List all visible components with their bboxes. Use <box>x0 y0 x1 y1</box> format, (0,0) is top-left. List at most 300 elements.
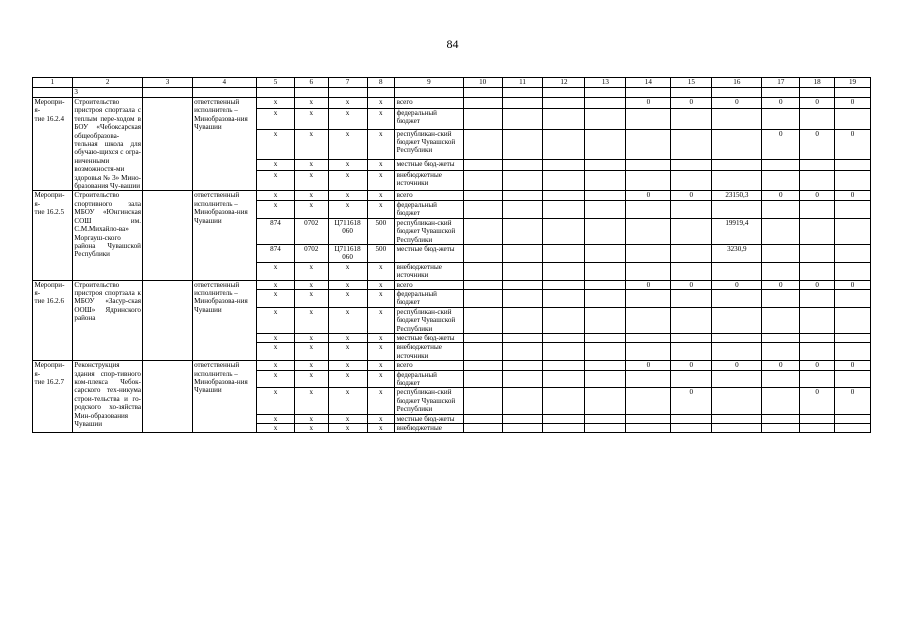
year-value <box>835 424 871 433</box>
year-value <box>835 262 871 280</box>
grbs-code: 874 <box>257 218 295 244</box>
year-value <box>626 159 671 170</box>
grbs-code: x <box>257 200 295 218</box>
grbs-code: x <box>257 98 295 109</box>
year-value <box>626 108 671 129</box>
target-article-code: x <box>328 200 367 218</box>
section-code: x <box>294 191 328 200</box>
section-code: x <box>294 170 328 191</box>
subheader-empty-cell <box>671 88 712 98</box>
column-number: 12 <box>543 78 585 88</box>
year-value <box>671 289 712 307</box>
year-value: 0 <box>762 280 800 289</box>
year-value-empty <box>585 388 626 414</box>
grbs-code: x <box>257 370 295 388</box>
executor: ответственный исполнитель – Минобразова-ния Чувашии <box>192 361 256 433</box>
year-value: 0 <box>835 191 871 200</box>
year-value-empty <box>585 307 626 333</box>
year-value <box>800 170 835 191</box>
column-number: 18 <box>800 78 835 88</box>
section-code: x <box>294 388 328 414</box>
measure-name: Меропри- я- тие 16.2.6 <box>33 280 73 361</box>
target-article-code: x <box>328 289 367 307</box>
year-value-empty <box>502 414 543 423</box>
year-value-empty <box>463 370 502 388</box>
year-value: 0 <box>835 129 871 159</box>
grbs-code: x <box>257 307 295 333</box>
program-funding-table <box>32 77 871 433</box>
target-article-code: x <box>328 191 367 200</box>
expense-type-code: x <box>367 200 395 218</box>
subheader-empty-cell <box>192 88 256 98</box>
year-value <box>800 218 835 244</box>
year-value: 0 <box>800 280 835 289</box>
section-code: x <box>294 289 328 307</box>
year-value <box>626 129 671 159</box>
year-value <box>712 333 762 342</box>
section-code: x <box>294 108 328 129</box>
year-value-empty <box>543 191 585 200</box>
year-value <box>671 414 712 423</box>
measure-title: Строительство пристроя спортзала к МБОУ «Засур-ская ООШ» Ядринского района <box>72 280 143 361</box>
expense-type-code: 500 <box>367 244 395 262</box>
year-value <box>712 262 762 280</box>
target-article-code: x <box>328 170 367 191</box>
subheader-empty-cell <box>543 88 585 98</box>
year-value <box>800 200 835 218</box>
year-value <box>800 262 835 280</box>
year-value: 0 <box>712 98 762 109</box>
grbs-code: x <box>257 129 295 159</box>
year-value <box>626 388 671 414</box>
section-code: x <box>294 307 328 333</box>
year-value-empty <box>543 361 585 370</box>
funding-source: всего <box>395 98 464 109</box>
grbs-code: x <box>257 191 295 200</box>
year-value <box>712 200 762 218</box>
year-value-empty <box>543 129 585 159</box>
column-number: 4 <box>192 78 256 88</box>
year-value-empty <box>502 191 543 200</box>
column-number: 3 <box>143 78 192 88</box>
measure-name: Меропри- я- тие 16.2.5 <box>33 191 73 280</box>
year-value-empty <box>502 170 543 191</box>
year-value <box>762 159 800 170</box>
column-number: 16 <box>712 78 762 88</box>
section-code: x <box>294 343 328 361</box>
year-value <box>712 289 762 307</box>
year-value-empty <box>543 218 585 244</box>
grbs-code: x <box>257 280 295 289</box>
year-value-empty <box>502 129 543 159</box>
year-value-empty <box>463 414 502 423</box>
column-number: 6 <box>294 78 328 88</box>
funding-source: республикан-ский бюджет Чувашской Республики <box>395 218 464 244</box>
year-value <box>762 343 800 361</box>
year-value <box>762 289 800 307</box>
year-value-empty <box>502 388 543 414</box>
year-value-empty <box>502 361 543 370</box>
year-value-empty <box>585 289 626 307</box>
year-value: 0 <box>671 280 712 289</box>
year-value <box>762 170 800 191</box>
grbs-code: x <box>257 388 295 414</box>
column-number: 8 <box>367 78 395 88</box>
grbs-code: x <box>257 361 295 370</box>
year-value-empty <box>502 333 543 342</box>
year-value <box>671 159 712 170</box>
year-value <box>835 108 871 129</box>
column-number: 17 <box>762 78 800 88</box>
year-value-empty <box>463 191 502 200</box>
year-value <box>835 170 871 191</box>
year-value: 0 <box>671 361 712 370</box>
expense-type-code: x <box>367 129 395 159</box>
year-value-empty <box>463 388 502 414</box>
year-value-empty <box>502 343 543 361</box>
funding-source: внебюджетные <box>395 424 464 433</box>
year-value <box>800 289 835 307</box>
year-value <box>626 200 671 218</box>
expense-type-code: x <box>367 98 395 109</box>
target-article-code: x <box>328 262 367 280</box>
subheader-row <box>33 88 871 98</box>
year-value <box>671 108 712 129</box>
year-value-empty <box>543 159 585 170</box>
grbs-code: x <box>257 262 295 280</box>
year-value: 0 <box>712 280 762 289</box>
year-value <box>835 289 871 307</box>
measure-title: Строительство спортивного зала МБОУ «Юнгинская СОШ им. С.М.Михайло-ва» Моргауш-ского района Чувашской Республики <box>72 191 143 280</box>
year-value-empty <box>502 218 543 244</box>
year-value: 0 <box>626 191 671 200</box>
year-value-empty <box>463 159 502 170</box>
column-3-cell <box>143 361 192 433</box>
year-value-empty <box>463 200 502 218</box>
expense-type-code: x <box>367 262 395 280</box>
year-value-empty <box>585 333 626 342</box>
expense-type-code: x <box>367 280 395 289</box>
year-value <box>762 370 800 388</box>
year-value-empty <box>463 129 502 159</box>
year-value <box>800 414 835 423</box>
year-value <box>671 129 712 159</box>
year-value-empty <box>585 280 626 289</box>
year-value <box>712 159 762 170</box>
year-value <box>835 343 871 361</box>
year-value-empty <box>463 218 502 244</box>
year-value: 0 <box>800 388 835 414</box>
year-value <box>626 307 671 333</box>
funding-source: внебюджетные источники <box>395 170 464 191</box>
year-value-empty <box>543 388 585 414</box>
year-value <box>762 218 800 244</box>
year-value <box>800 343 835 361</box>
column-3-cell <box>143 98 192 191</box>
expense-type-code: x <box>367 289 395 307</box>
funding-source: республикан-ский бюджет Чувашской Республики <box>395 388 464 414</box>
year-value-empty <box>543 170 585 191</box>
year-value: 0 <box>671 98 712 109</box>
year-value <box>762 414 800 423</box>
target-article-code: x <box>328 129 367 159</box>
year-value: 0 <box>626 280 671 289</box>
column-number-row <box>33 78 871 88</box>
column-number: 11 <box>502 78 543 88</box>
year-value-empty <box>585 414 626 423</box>
year-value: 0 <box>835 280 871 289</box>
year-value-empty <box>543 280 585 289</box>
year-value <box>762 388 800 414</box>
subheader-empty-cell <box>463 88 502 98</box>
year-value <box>762 262 800 280</box>
funding-source: федеральный бюджет <box>395 289 464 307</box>
column-3-cell <box>143 280 192 361</box>
section-code: x <box>294 333 328 342</box>
year-value: 23150,3 <box>712 191 762 200</box>
year-value <box>626 333 671 342</box>
year-value <box>671 307 712 333</box>
year-value-empty <box>463 170 502 191</box>
year-value <box>762 200 800 218</box>
year-value: 0 <box>626 98 671 109</box>
grbs-code: 874 <box>257 244 295 262</box>
year-value <box>626 218 671 244</box>
expense-type-code: x <box>367 388 395 414</box>
year-value: 0 <box>762 191 800 200</box>
year-value-empty <box>463 361 502 370</box>
target-article-code: x <box>328 280 367 289</box>
year-value <box>626 262 671 280</box>
year-value-empty <box>585 108 626 129</box>
funding-source: республикан-ский бюджет Чувашской Республики <box>395 129 464 159</box>
year-value: 0 <box>626 361 671 370</box>
year-value-empty <box>543 307 585 333</box>
year-value-empty <box>463 244 502 262</box>
target-article-code: x <box>328 343 367 361</box>
year-value <box>835 218 871 244</box>
grbs-code: x <box>257 414 295 423</box>
year-value: 0 <box>800 361 835 370</box>
year-value-empty <box>502 289 543 307</box>
year-value-empty <box>502 424 543 433</box>
target-article-code: x <box>328 424 367 433</box>
year-value <box>800 159 835 170</box>
subheader-empty-cell <box>800 88 835 98</box>
column-number: 19 <box>835 78 871 88</box>
year-value <box>671 244 712 262</box>
year-value <box>762 424 800 433</box>
year-value-empty <box>585 200 626 218</box>
column-number: 2 <box>72 78 143 88</box>
year-value <box>835 414 871 423</box>
year-value <box>762 307 800 333</box>
section-code: x <box>294 98 328 109</box>
funding-source: всего <box>395 280 464 289</box>
grbs-code: x <box>257 424 295 433</box>
year-value: 0 <box>762 129 800 159</box>
year-value <box>671 170 712 191</box>
year-value <box>835 333 871 342</box>
year-value-empty <box>543 200 585 218</box>
year-value-empty <box>463 343 502 361</box>
column-3-cell <box>143 191 192 280</box>
expense-type-code: 500 <box>367 218 395 244</box>
year-value-empty <box>543 108 585 129</box>
year-value <box>800 244 835 262</box>
year-value-empty <box>543 370 585 388</box>
year-value <box>835 200 871 218</box>
grbs-code: x <box>257 170 295 191</box>
page-number: 84 <box>446 37 459 51</box>
year-value-empty <box>543 289 585 307</box>
year-value-empty <box>585 129 626 159</box>
funding-source: местные бюд-жеты <box>395 159 464 170</box>
section-code: x <box>294 262 328 280</box>
year-value-empty <box>502 280 543 289</box>
year-value-empty <box>502 159 543 170</box>
expense-type-code: x <box>367 159 395 170</box>
target-article-code: x <box>328 361 367 370</box>
grbs-code: x <box>257 108 295 129</box>
year-value <box>800 370 835 388</box>
funding-source: внебюджетные источники <box>395 262 464 280</box>
target-article-code: x <box>328 108 367 129</box>
expense-type-code: x <box>367 370 395 388</box>
funding-source: всего <box>395 361 464 370</box>
year-value <box>671 343 712 361</box>
year-value-empty <box>585 262 626 280</box>
funding-source: всего <box>395 191 464 200</box>
year-value <box>800 424 835 433</box>
column-number: 1 <box>33 78 73 88</box>
subheader-empty-cell <box>257 88 295 98</box>
subheader-empty-cell <box>712 88 762 98</box>
year-value: 0 <box>835 361 871 370</box>
year-value: 0 <box>800 129 835 159</box>
funding-source: внебюджетные источники <box>395 343 464 361</box>
year-value-empty <box>463 108 502 129</box>
year-value <box>712 388 762 414</box>
column-number: 15 <box>671 78 712 88</box>
year-value: 0 <box>835 98 871 109</box>
target-article-code: x <box>328 414 367 423</box>
year-value <box>712 129 762 159</box>
year-value-empty <box>543 262 585 280</box>
year-value: 0 <box>712 361 762 370</box>
year-value-empty <box>502 108 543 129</box>
section-code: x <box>294 414 328 423</box>
year-value <box>712 170 762 191</box>
year-value <box>626 289 671 307</box>
year-value: 0 <box>671 191 712 200</box>
year-value-empty <box>502 307 543 333</box>
subheader-empty-cell <box>502 88 543 98</box>
year-value <box>671 218 712 244</box>
subheader-empty-cell <box>328 88 367 98</box>
year-value <box>671 333 712 342</box>
expense-type-code: x <box>367 333 395 342</box>
year-value-empty <box>585 370 626 388</box>
year-value <box>800 307 835 333</box>
section-code: x <box>294 424 328 433</box>
expense-type-code: x <box>367 343 395 361</box>
year-value-empty <box>502 200 543 218</box>
year-value: 0 <box>671 388 712 414</box>
subheader-empty-cell <box>835 88 871 98</box>
table-row <box>33 98 871 109</box>
year-value-empty <box>585 343 626 361</box>
year-value <box>712 108 762 129</box>
expense-type-code: x <box>367 307 395 333</box>
column-number: 7 <box>328 78 367 88</box>
year-value-empty <box>502 262 543 280</box>
subheader-empty-cell <box>626 88 671 98</box>
grbs-code: x <box>257 343 295 361</box>
table-row <box>33 361 871 370</box>
year-value <box>671 200 712 218</box>
column-number: 13 <box>585 78 626 88</box>
year-value <box>712 424 762 433</box>
expense-type-code: x <box>367 191 395 200</box>
year-value-empty <box>502 370 543 388</box>
column-number: 5 <box>257 78 295 88</box>
executor: ответственный исполнитель – Минобразова-ния Чувашии <box>192 191 256 280</box>
year-value-empty <box>543 333 585 342</box>
expense-type-code: x <box>367 424 395 433</box>
measure-title: Реконструкция здания спор-тивного ком-плекса Чебок-сарского тех-никума строи-тельства и го-родского хо-зяйства Мин-образования Чувашии <box>72 361 143 433</box>
year-value <box>762 333 800 342</box>
section-code: x <box>294 129 328 159</box>
year-value <box>671 262 712 280</box>
funding-source: федеральный бюджет <box>395 200 464 218</box>
table-row <box>33 280 871 289</box>
target-article-code: x <box>328 388 367 414</box>
year-value-empty <box>463 280 502 289</box>
funding-source: федеральный бюджет <box>395 370 464 388</box>
section-code: x <box>294 159 328 170</box>
subheader-empty-cell <box>143 88 192 98</box>
year-value-empty <box>585 218 626 244</box>
year-value <box>626 424 671 433</box>
measure-name: Меропри- я- тие 16.2.4 <box>33 98 73 191</box>
year-value-empty <box>463 289 502 307</box>
year-value: 19919,4 <box>712 218 762 244</box>
year-value-empty <box>585 191 626 200</box>
table-row <box>33 191 871 200</box>
year-value <box>626 370 671 388</box>
year-value <box>800 108 835 129</box>
year-value <box>712 414 762 423</box>
year-value <box>712 343 762 361</box>
year-value <box>712 307 762 333</box>
year-value-empty <box>585 361 626 370</box>
expense-type-code: x <box>367 108 395 129</box>
section-code: x <box>294 370 328 388</box>
year-value: 0 <box>800 191 835 200</box>
subheader-empty-cell <box>33 88 73 98</box>
year-value <box>671 370 712 388</box>
year-value-empty <box>585 159 626 170</box>
target-article-code: x <box>328 98 367 109</box>
column-number: 14 <box>626 78 671 88</box>
expense-type-code: x <box>367 414 395 423</box>
year-value <box>762 244 800 262</box>
year-value-empty <box>463 333 502 342</box>
year-value-empty <box>585 170 626 191</box>
section-code: x <box>294 361 328 370</box>
target-article-code: Ц711618 060 <box>328 244 367 262</box>
